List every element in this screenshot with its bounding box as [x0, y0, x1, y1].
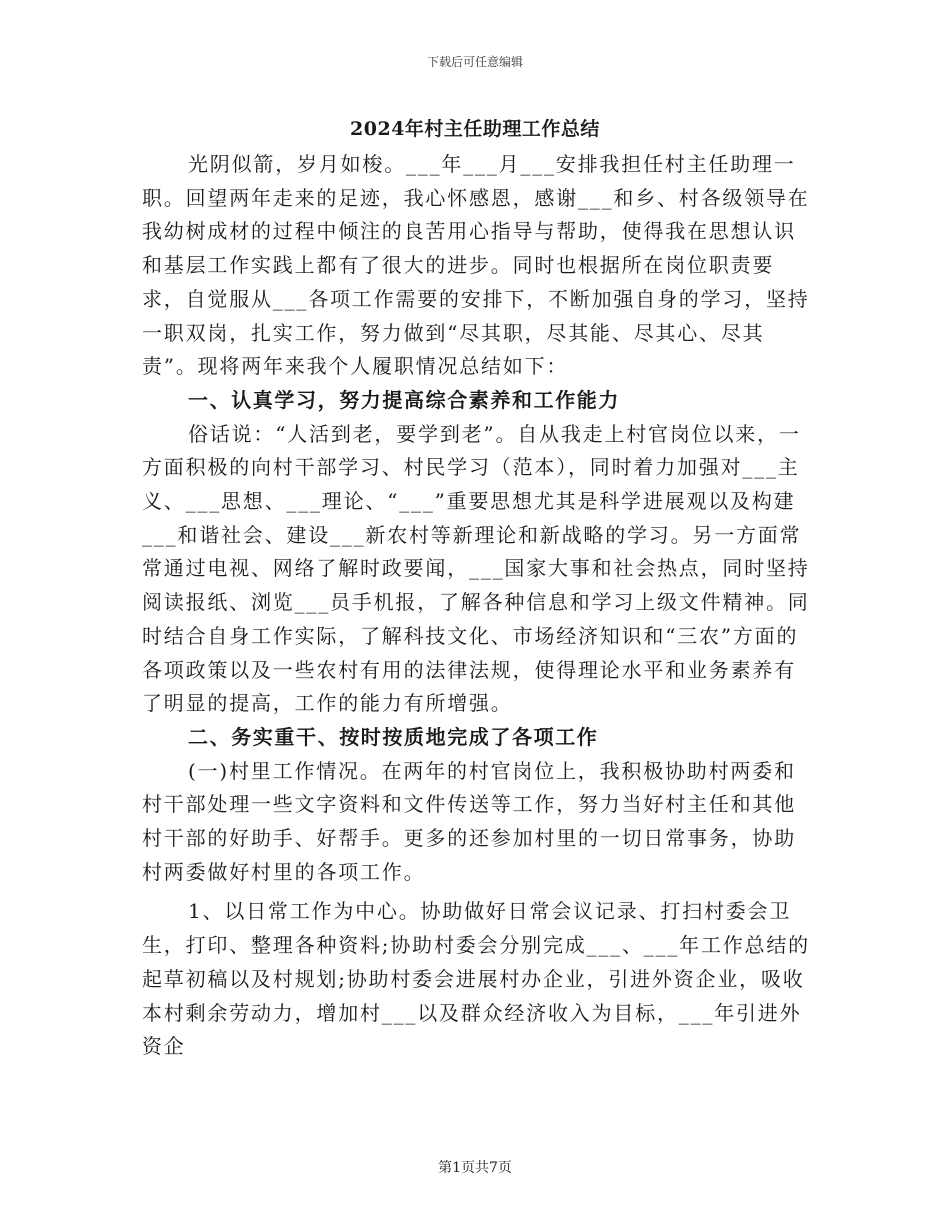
paragraph-study: 俗话说：“人活到老，要学到老”。自从我走上村官岗位以来，一方面积极的向村干部学习、村民学习（范本），同时着力加强对___主义、___思想、___理论、“___”重要思想尤其是科学进展观以及构建___和谐社会、建设___新农村等新理论和新战略的学习。另一方面常常通过电视、网络了解时政要闻，___国家大事和社会热点，同时坚持阅读报纸、浏览___员手机报，了解各种信息和学习上级文件精神。同时结合自身工作实际，了解科技文化、市场经济知识和“三农”方面的各项政策以及一些农村有用的法律法规，使得理论水平和业务素养有了明显的提高，工作的能力有所增强。 [142, 421, 810, 716]
document-body [142, 148, 810, 1064]
document-title: 2024年村主任助理工作总结 [350, 118, 600, 140]
page-number: 第1页共7页 [438, 1160, 512, 1176]
header-note: 下载后可任意编辑 [426, 55, 523, 69]
paragraph-village-work: (一)村里工作情况。在两年的村官岗位上，我积极协助村两委和村干部处理一些文字资料和文件传送等工作，努力当好村主任和其他村干部的好助手、好帮手。更多的还参加村里的一切日常事务，协助村两委做好村里的各项工作。 [142, 758, 796, 884]
section-heading-1: 一、认真学习，努力提高综合素养和工作能力 [188, 387, 620, 412]
paragraph-intro: 光阴似箭，岁月如梭。___年___月___安排我担任村主任助理一职。回望两年走来的足迹，我心怀感恩，感谢___和乡、村各级领导在我幼树成材的过程中倾注的良苦用心指导与帮助，使得我在思想认识和基层工作实践上都有了很大的进步。同时也根据所在岗位职责要求，自觉服从___各项工作需要的安排下，不断加强自身的学习，坚持一职双岗，扎实工作，努力做到“尽其职，尽其能、尽其心、尽其责”。现将两年来我个人履职情况总结如下： [142, 152, 810, 379]
section-heading-2: 二、务实重干、按时按质地完成了各项工作 [188, 724, 599, 749]
paragraph-daily-work: 1、以日常工作为中心。协助做好日常会议记录、打扫村委会卫生，打印、整理各种资料;协助村委会分别完成___、___年工作总结的起草初稿以及村规划;协助村委会进展村办企业，引进外资企业，吸收本村剩余劳动力，增加村___以及群众经济收入为目标，___年引进外资企 [142, 899, 810, 1059]
